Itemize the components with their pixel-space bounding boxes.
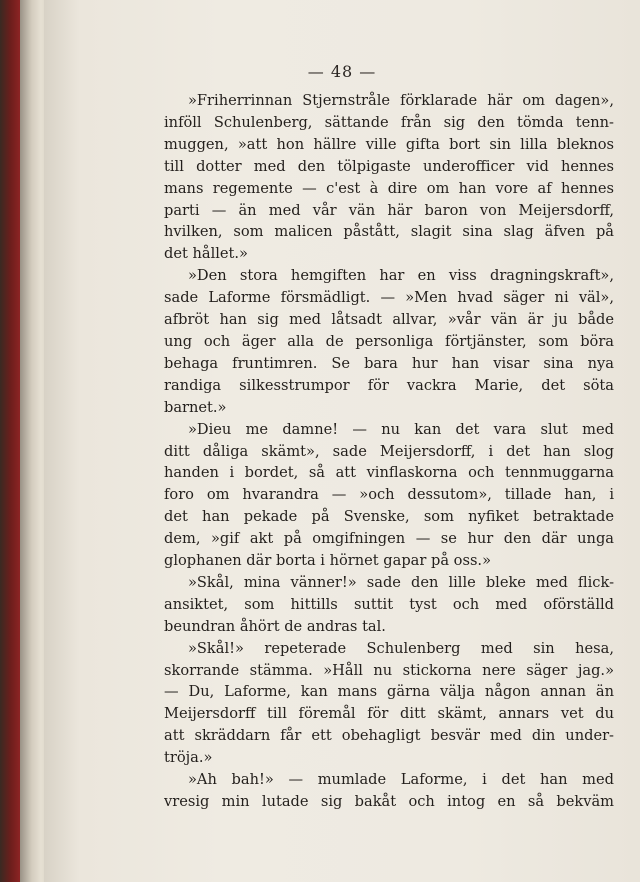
- text-line: »Ah bah!» — mumlade Laforme, i det han med: [188, 771, 614, 789]
- body-text: [164, 90, 614, 813]
- text-line: beundran åhört de andras tal.: [164, 617, 386, 635]
- text-line: glophanen där borta i hörnet gapar på oss.»: [164, 552, 491, 570]
- text-line: »Skål, mina vänner!» sade den lille bleke med flick-: [188, 573, 614, 591]
- text-line: det han pekade på Svenske, som nyfiket betraktade: [164, 508, 614, 526]
- text-line: ansiktet, som hittills suttit tyst och med oförställd: [164, 595, 614, 613]
- text-line: skorrande stämma. »Håll nu stickorna nere säger jag.»: [164, 661, 614, 679]
- text-line: hvilken, som malicen påstått, slagit sina slag äfven på: [164, 223, 614, 241]
- text-line: randiga silkesstrumpor för vackra Marie, det söta: [164, 376, 614, 394]
- text-line: parti — än med vår vän här baron von Meijersdorff,: [164, 201, 614, 219]
- text-line: »Friherrinnan Stjernstråle förklarade här om dagen»,: [188, 92, 614, 109]
- text-line: det hållet.»: [164, 245, 248, 263]
- page-number: — 48 —: [307, 62, 377, 81]
- text-line: ung och äger alla de personliga förtjänster, som böra: [164, 332, 614, 350]
- text-line: barnet.»: [164, 398, 227, 416]
- text-line: — Du, Laforme, kan mans gärna välja någon annan än: [164, 683, 614, 701]
- text-line: dem, »gif akt på omgifningen — se hur den där unga: [164, 530, 614, 548]
- text-line: »Dieu me damne! — nu kan det vara slut med: [188, 420, 614, 438]
- text-line: behaga fruntimren. Se bara hur han visar sina nya: [164, 354, 614, 372]
- book-page: [44, 0, 640, 882]
- text-line: handen i bordet, så att vinflaskorna och tennmuggarna: [164, 464, 614, 482]
- text-line: att skräddarn får ett obehagligt besvär med din under-: [164, 727, 614, 745]
- text-line: tröja.»: [164, 749, 213, 767]
- text-line: foro om hvarandra — »och dessutom», tillade han, i: [164, 486, 614, 504]
- text-line: muggen, »att hon hällre ville gifta bort sin lilla bleknos: [164, 135, 614, 153]
- text-line: ditt dåliga skämt», sade Meijersdorff, i det han slog: [164, 442, 614, 460]
- text-line: sade Laforme försmädligt. — »Men hvad säger ni väl»,: [164, 289, 614, 307]
- text-line: »Skål!» repeterade Schulenberg med sin hesa,: [188, 639, 614, 657]
- text-line: afbröt han sig med låtsadt allvar, »vår vän är ju både: [164, 311, 614, 329]
- text-line: till dotter med den tölpigaste underofficer vid hennes: [164, 157, 614, 175]
- text-line: Meijersdorff till föremål för ditt skämt, annars vet du: [164, 705, 614, 723]
- text-line: vresig min lutade sig bakåt och intog en så bekväm: [164, 793, 614, 810]
- text-line: inföll Schulenberg, sättande från sig den tömda tenn-: [164, 113, 614, 131]
- text-line: mans regemente — c'est à dire om han vore af hennes: [164, 179, 614, 197]
- text-line: »Den stora hemgiften har en viss dragningskraft»,: [188, 267, 614, 285]
